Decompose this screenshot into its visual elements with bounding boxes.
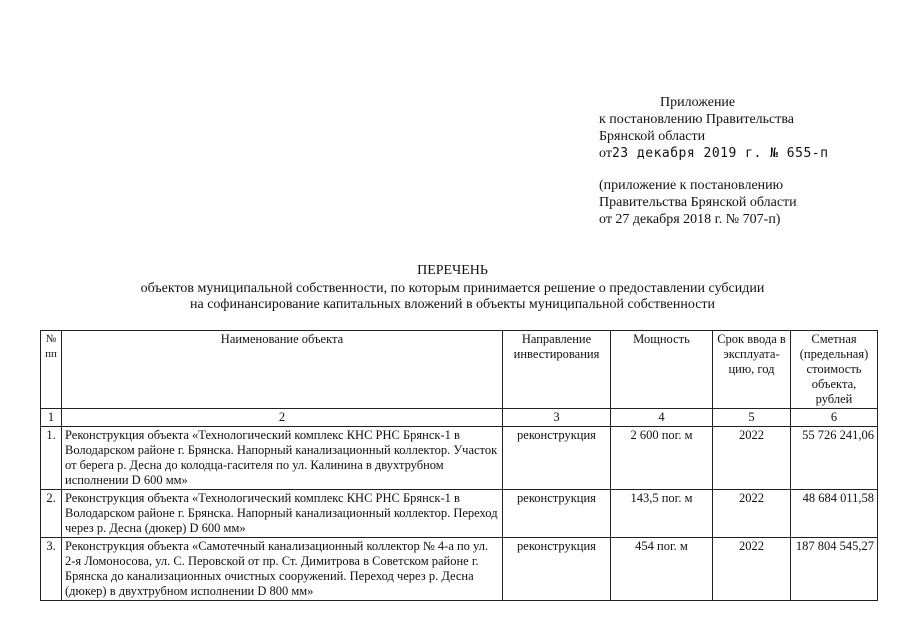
header-num: № пп [41, 331, 62, 409]
annex-date-value: 23 декабря 2019 г. № 655-п [611, 146, 829, 161]
table-row [41, 490, 878, 538]
row-object-name: Реконструкция объекта «Самотечный канализационный коллектор № 4-а по ул. 2-я Ломоносова, ул. С. Перовской от пр. Ст. Димитрова в Советском районе г. Брянска до канализационных очистных сооружений. Переход через р. Десна (дюкер) в двухтрубном исполнении D 800 мм» [62, 538, 503, 601]
annex-line-2: Брянской области [599, 129, 706, 144]
document-title: ПЕРЕЧЕНЬ [417, 263, 488, 278]
row-object-name: Реконструкция объекта «Технологический комплекс КНС РНС Брянск-1 в Володарском районе г. Брянска. Напорный канализационный коллектор. Участок от берега р. Десна до колодца-гасителя по ул. Калинина в двухтрубном исполнении D 600 мм» [62, 427, 503, 490]
row-capacity: 454 пог. м [611, 538, 713, 601]
row-num: 2. [41, 490, 62, 538]
header-name: Наименование объекта [62, 331, 503, 409]
annex-title: Приложение [660, 95, 736, 110]
row-direction: реконструкция [503, 538, 611, 601]
header-capacity: Мощность [611, 331, 713, 409]
table-header-row [41, 331, 878, 409]
document-subtitle-1: объектов муниципальной собственности, по которым принимается решение о предоставлении субсидии [140, 281, 765, 296]
objects-table [40, 330, 878, 601]
annex-prev-line-2: Правительства Брянской области [599, 195, 797, 210]
row-capacity: 143,5 пог. м [611, 490, 713, 538]
table-row [41, 427, 878, 490]
annex-date-line [599, 145, 828, 162]
row-cost: 48 684 011,58 [791, 490, 878, 538]
row-capacity: 2 600 пог. м [611, 427, 713, 490]
index-cell: 2 [62, 409, 503, 427]
table-index-row [41, 409, 878, 427]
row-direction: реконструкция [503, 427, 611, 490]
annex-block [599, 94, 828, 228]
row-direction: реконструкция [503, 490, 611, 538]
row-num: 3. [41, 538, 62, 601]
row-num: 1. [41, 427, 62, 490]
header-term: Срок ввода в эксплуата-цию, год [713, 331, 791, 409]
index-cell: 5 [713, 409, 791, 427]
index-cell: 1 [41, 409, 62, 427]
document-subtitle-2: на софинансирование капитальных вложений в объекты муниципальной собственности [189, 297, 716, 312]
annex-date-prefix: от [599, 146, 612, 161]
row-object-name: Реконструкция объекта «Технологический комплекс КНС РНС Брянск-1 в Володарском районе г. Брянска. Напорный канализационный коллектор. Переход через р. Десна (дюкер) D 600 мм» [62, 490, 503, 538]
header-direction: Направление инвестирования [503, 331, 611, 409]
annex-line-1: к постановлению Правительства [599, 112, 795, 127]
row-cost: 55 726 241,06 [791, 427, 878, 490]
row-term: 2022 [713, 427, 791, 490]
index-cell: 6 [791, 409, 878, 427]
annex-prev-line-3: от 27 декабря 2018 г. № 707-п) [599, 212, 781, 227]
header-cost: Сметная (предельная) стоимость объекта, рублей [791, 331, 878, 409]
row-cost: 187 804 545,27 [791, 538, 878, 601]
index-cell: 3 [503, 409, 611, 427]
table-row [41, 538, 878, 601]
row-term: 2022 [713, 538, 791, 601]
index-cell: 4 [611, 409, 713, 427]
row-term: 2022 [713, 490, 791, 538]
annex-prev-line-1: (приложение к постановлению [599, 178, 784, 193]
